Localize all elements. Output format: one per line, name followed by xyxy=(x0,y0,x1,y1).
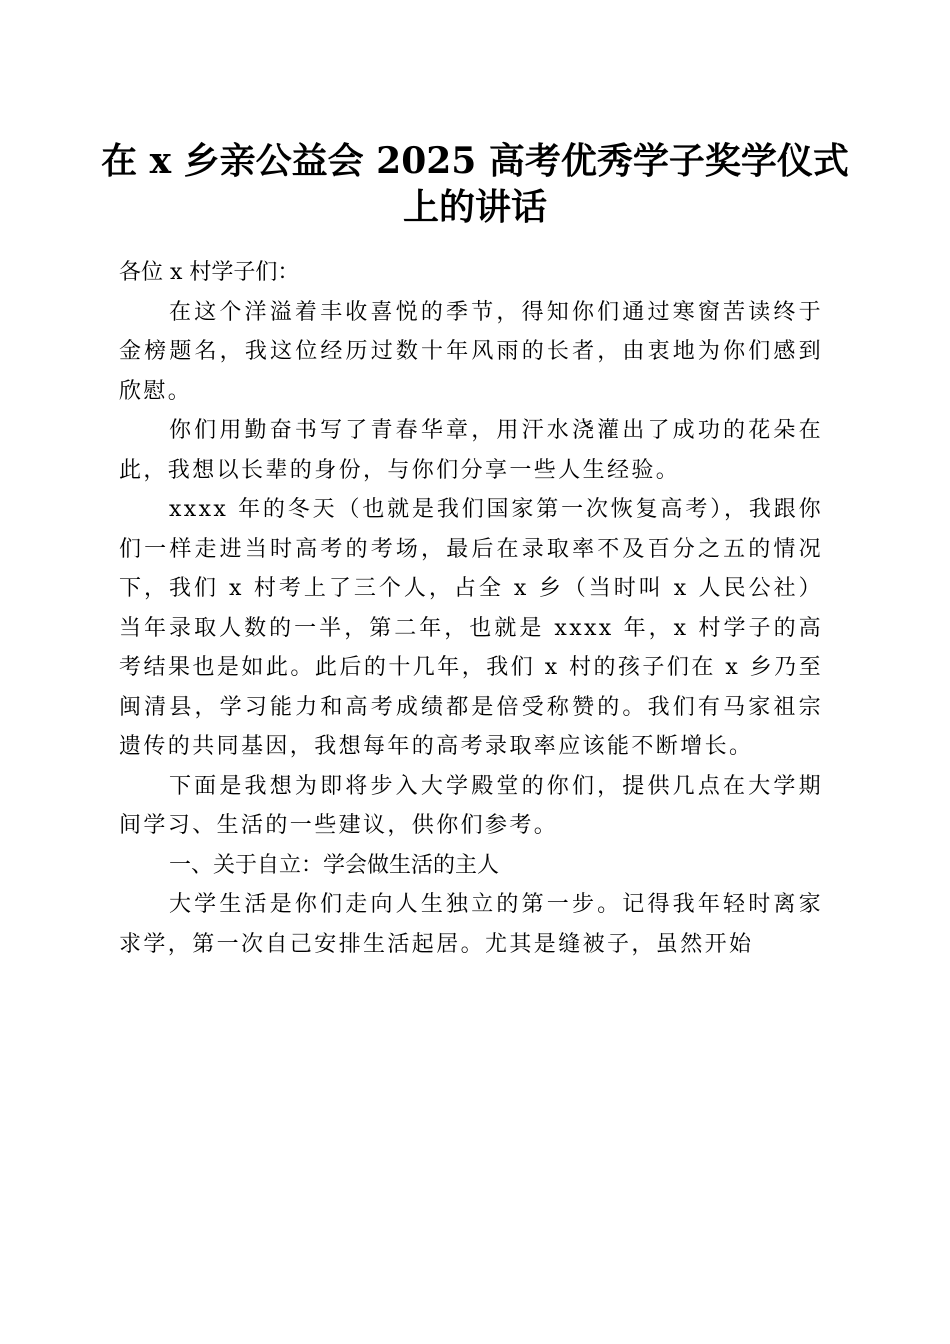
paragraph-5: 大学生活是你们走向人生独立的第一步。记得我年轻时离家求学，第一次自己安排生活起居。尤其是缝被子，虽然开始 xyxy=(119,892,823,957)
paragraph-3: xxxx 年的冬天（也就是我们国家第一次恢复高考），我跟你们一样走进当时高考的考场，最后在录取率不及百分之五的情况下，我们 x 村考上了三个人，占全 x 乡（当时叫 x 人民公社）当年录取人数的一半，第二年，也就是 xxxx 年，x 村学子的高考结果也是如此。此后的十几年，我们 x 村的孩子们在 x 乡乃至闽清县，学习能力和高考成绩都是倍受称赞的。我们有马家祖宗遗传的共同基因，我想每年的高考录取率应该能不断增长。 xyxy=(119,497,823,759)
section-heading-1: 一、关于自立：学会做生活的主人 xyxy=(169,852,500,878)
document-title-line-1: 在 x 乡亲公益会 2025 高考优秀学子奖学仪式 xyxy=(101,140,849,182)
document-body xyxy=(119,253,823,964)
paragraph-4: 下面是我想为即将步入大学殿堂的你们，提供几点在大学期间学习、生活的一些建议，供你们参考。 xyxy=(119,773,823,838)
document-title-line-2: 上的讲话 xyxy=(402,186,547,228)
salutation: 各位 x 村学子们： xyxy=(119,260,300,285)
paragraph-2: 你们用勤奋书写了青春华章，用汗水浇灌出了成功的花朵在此，我想以长辈的身份，与你们分享一些人生经验。 xyxy=(119,418,823,483)
paragraph-1: 在这个洋溢着丰收喜悦的季节，得知你们通过寒窗苦读终于金榜题名，我这位经历过数十年风雨的长者，由衷地为你们感到欣慰。 xyxy=(119,299,823,404)
